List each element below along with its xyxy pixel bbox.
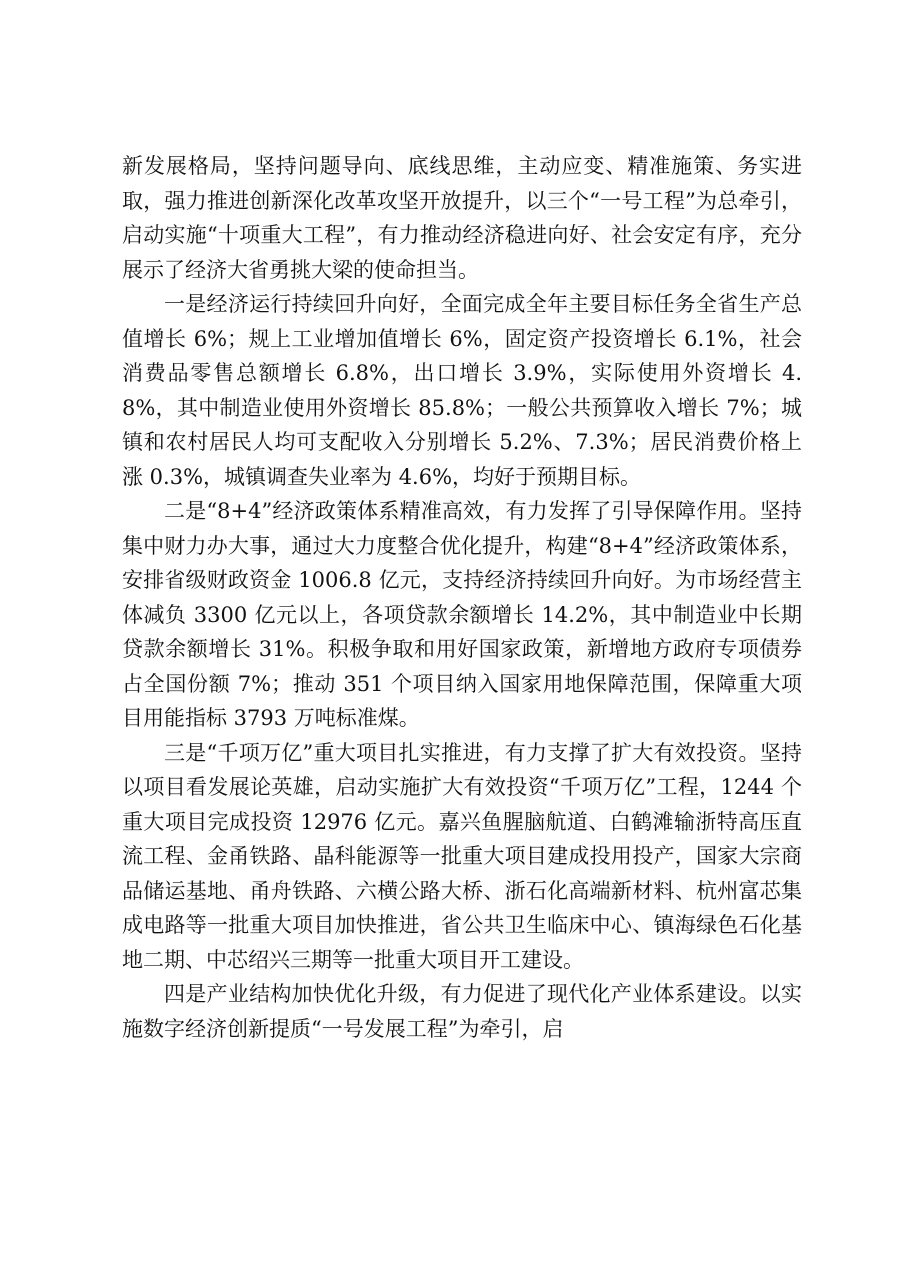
paragraph-intro-continuation: 新发展格局，坚持问题导向、底线思维，主动应变、精准施策、务实进取，强力推进创新深化改革攻坚开放提升，以三个“一号工程”为总牵引，启动实施“十项重大工程”，有力推动经济稳进向好、社会安定有序，充分展示了经济大省勇挑大梁的使命担当。 [122,154,802,282]
document-body [122,149,802,1046]
paragraph-policy-system: 二是“8+4”经济政策体系精准高效，有力发挥了引导保障作用。坚持集中财力办大事，通过大力度整合优化提升，构建“8+4”经济政策体系，安排省级财政资金 1006.8 亿元，支持经济持续回升向好。为市场经营主体减负 3300 亿元以上，各项贷款余额增长 14.2%，其中制造业中长期贷款余额增长 31%。积极争取和用好国家政策，新增地方政府专项债券占全国份额 7%；推动 351 个项目纳入国家用地保障范围，保障重大项目用能指标 3793 万吨标准煤。 [122,499,802,730]
paragraph-industrial-structure: 四是产业结构加快优化升级，有力促进了现代化产业体系建设。以实施数字经济创新提质“一号发展工程”为牵引，启 [122,982,802,1041]
paragraph-economic-operation: 一是经济运行持续回升向好，全面完成全年主要目标任务全省生产总值增长 6%；规上工业增加值增长 6%，固定资产投资增长 6.1%，社会消费品零售总额增长 6.8%，出口增长 3.9%，实际使用外资增长 4.8%，其中制造业使用外资增长 85.8%；一般公共预算收入增长 7%；城镇和农村居民人均可支配收入分别增长 5.2%、7.3%；居民消费价格上涨 0.3%，城镇调查失业率为 4.6%，均好于预期目标。 [122,292,802,489]
paragraph-major-projects: 三是“千项万亿”重大项目扎实推进，有力支撑了扩大有效投资。坚持以项目看发展论英雄，启动实施扩大有效投资“千项万亿”工程，1244 个重大项目完成投资 12976 亿元。嘉兴鱼腥脑航道、白鹤滩输浙特高压直流工程、金甬铁路、晶科能源等一批重大项目建成投用投产，国家大宗商品储运基地、甬舟铁路、六横公路大桥、浙石化高端新材料、杭州富芯集成电路等一批重大项目加快推进，省公共卫生临床中心、镇海绿色石化基地二期、中芯绍兴三期等一批重大项目开工建设。 [122,740,802,972]
